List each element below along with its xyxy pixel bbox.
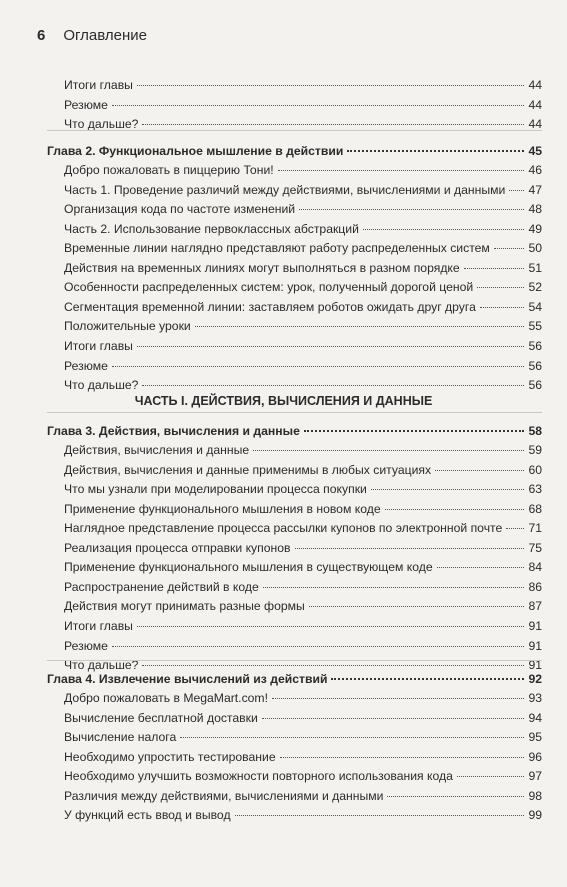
toc-entry — [64, 359, 542, 373]
dot-leader — [112, 646, 524, 647]
toc-entry — [64, 599, 542, 613]
toc-entry-title: Добро пожаловать в пиццерию Тони! — [64, 163, 274, 177]
toc-entry — [64, 482, 542, 496]
toc-entry-title: Необходимо упростить тестирование — [64, 749, 276, 764]
toc-entry-title: Резюме — [64, 97, 108, 112]
toc-entry-page: 95 — [528, 730, 542, 745]
toc-entry — [64, 339, 542, 353]
chapter-entry-page: 45 — [528, 144, 542, 158]
dot-leader — [112, 366, 524, 367]
toc-entry-page: 86 — [528, 579, 542, 594]
toc-entry — [64, 280, 542, 294]
dot-leader — [137, 626, 524, 627]
dot-leader — [457, 776, 524, 777]
toc-entry-title: Применение функционального мышления в существующем коде — [64, 560, 433, 575]
dot-leader — [253, 450, 524, 451]
toc-entry-page: 94 — [528, 710, 542, 725]
section-divider — [47, 660, 542, 661]
toc-entry-page: 44 — [528, 78, 542, 92]
toc-entry — [64, 580, 542, 594]
toc-entry-page: 60 — [528, 462, 542, 477]
toc-entry-page: 68 — [528, 501, 542, 516]
dot-leader — [437, 567, 524, 568]
toc-entry-title: Итоги главы — [64, 338, 133, 353]
toc-entry — [64, 789, 542, 803]
dot-leader — [480, 307, 524, 308]
toc-entry-page: 44 — [528, 117, 542, 132]
toc-entry-title: Организация кода по частоте изменений — [64, 202, 296, 217]
toc-entry-page: 46 — [528, 163, 542, 177]
toc-entry — [64, 711, 542, 725]
toc-entry-page: 96 — [528, 749, 542, 764]
dot-leader — [262, 718, 524, 719]
toc-entry-page: 47 — [528, 182, 542, 197]
toc-entry — [64, 560, 542, 574]
toc-entry-title: Часть 1. Проведение различий между действиями, вычислениями и данными — [64, 182, 506, 197]
toc-entry-page: 93 — [528, 691, 542, 705]
dot-leader — [280, 757, 524, 758]
dot-leader — [304, 430, 524, 432]
toc-entry — [64, 639, 542, 653]
toc-entry-title: Наглядное представление процесса рассылки купонов по электронной почте — [64, 521, 503, 536]
chapter-entry-page: 92 — [528, 672, 542, 686]
toc-entry-page: 48 — [528, 202, 542, 217]
toc-entry-title: Временные линии наглядно представляют работу распределенных систем — [64, 241, 490, 256]
dot-leader — [142, 665, 524, 666]
dot-leader — [309, 606, 524, 607]
dot-leader — [142, 124, 524, 125]
page-header — [37, 27, 147, 44]
toc-entry — [64, 691, 542, 705]
toc-entry-page: 56 — [528, 378, 542, 393]
dot-leader — [477, 287, 524, 288]
toc-entry-page: 99 — [528, 808, 542, 823]
dot-leader — [278, 170, 524, 171]
toc-entry — [64, 808, 542, 822]
toc-entry-title: Что дальше? — [64, 378, 139, 393]
toc-entry-page: 91 — [528, 638, 542, 653]
toc-entry — [64, 502, 542, 516]
toc-entry — [64, 521, 542, 535]
dot-leader — [112, 105, 524, 106]
toc-entry-title: Вычисление налога — [64, 730, 177, 745]
dot-leader — [347, 150, 524, 152]
toc-entry-title: Часть 2. Использование первоклассных абстракций — [64, 221, 359, 236]
toc-entry-page: 97 — [528, 769, 542, 784]
toc-entry-page: 87 — [528, 599, 542, 614]
toc-entry-page: 98 — [528, 788, 542, 803]
toc-entry — [64, 463, 542, 477]
section-divider — [47, 130, 542, 131]
toc-entry-page: 44 — [528, 97, 542, 112]
toc-entry-page: 84 — [528, 560, 542, 575]
toc-entry-page: 56 — [528, 338, 542, 353]
chapter-entry — [47, 144, 542, 158]
toc-entry — [64, 319, 542, 333]
toc-entry — [64, 300, 542, 314]
dot-leader — [299, 209, 524, 210]
toc-entry-title: Необходимо улучшить возможности повторного использования кода — [64, 769, 453, 784]
dot-leader — [263, 587, 524, 588]
toc-entry-title: Применение функционального мышления в новом коде — [64, 501, 381, 516]
toc-entry-page: 75 — [528, 540, 542, 555]
dot-leader — [195, 326, 524, 327]
toc-entry-title: Итоги главы — [64, 618, 133, 633]
chapter-entry-title: Глава 4. Извлечение вычислений из действий — [47, 672, 328, 686]
dot-leader — [506, 528, 524, 529]
toc-entry-page: 56 — [528, 358, 542, 373]
toc-entry-page: 51 — [528, 260, 542, 275]
toc-entry-title: Действия могут принимать разные формы — [64, 599, 305, 614]
dot-leader — [363, 229, 524, 230]
toc-entry — [64, 541, 542, 555]
dot-leader — [142, 385, 524, 386]
toc-entry — [64, 730, 542, 744]
dot-leader — [464, 268, 524, 269]
toc-entry-title: Распространение действий в коде — [64, 579, 259, 594]
toc-entry-title: Особенности распределенных систем: урок, полученный дорогой ценой — [64, 280, 474, 295]
toc-entry — [64, 378, 542, 392]
toc-entry-title: Положительные уроки — [64, 319, 191, 334]
toc-entry — [64, 619, 542, 633]
toc-entry-page: 71 — [528, 521, 542, 536]
toc-entry-title: Вычисление бесплатной доставки — [64, 710, 258, 725]
toc-entry — [64, 241, 542, 255]
dot-leader — [295, 548, 524, 549]
dot-leader — [331, 678, 524, 680]
chapter-entry — [47, 672, 542, 686]
dot-leader — [137, 85, 524, 86]
toc-entry-page: 52 — [528, 280, 542, 295]
toc-entry — [64, 443, 542, 457]
toc-entry — [64, 750, 542, 764]
toc-entry — [64, 78, 542, 92]
dot-leader — [180, 737, 524, 738]
toc-entry-page: 50 — [528, 241, 542, 256]
running-title: Оглавление — [63, 27, 147, 44]
toc-entry-title: Что дальше? — [64, 117, 139, 132]
dot-leader — [235, 815, 524, 816]
section-divider — [47, 412, 542, 413]
dot-leader — [371, 489, 524, 490]
toc-entry-title: Действия, вычисления и данные применимы в любых ситуациях — [64, 462, 432, 477]
toc-entry-page: 63 — [528, 482, 542, 497]
toc-entry-page: 91 — [528, 618, 542, 633]
toc-entry-title: Резюме — [64, 358, 108, 373]
toc-entry — [64, 769, 542, 783]
toc-entry-title: Действия на временных линиях могут выполняться в разном порядке — [64, 260, 460, 275]
toc-entry-title: Что мы узнали при моделировании процесса покупки — [64, 482, 367, 497]
toc-entry — [64, 202, 542, 216]
toc-entry-page: 54 — [528, 299, 542, 314]
toc-entry-title: Что дальше? — [64, 658, 139, 673]
dot-leader — [272, 698, 524, 699]
dot-leader — [435, 470, 524, 471]
toc-entry — [64, 183, 542, 197]
toc-entry-title: Добро пожаловать в MegaMart.com! — [64, 691, 268, 705]
toc-entry-title: Резюме — [64, 638, 108, 653]
toc-entry-title: Реализация процесса отправки купонов — [64, 540, 291, 555]
toc-entry-title: Различия между действиями, вычислениями и данными — [64, 788, 384, 803]
toc-entry — [64, 117, 542, 131]
chapter-entry-title: Глава 3. Действия, вычисления и данные — [47, 424, 300, 438]
toc-entry — [64, 261, 542, 275]
toc-entry — [64, 98, 542, 112]
dot-leader — [387, 796, 524, 797]
dot-leader — [494, 248, 524, 249]
chapter-entry-page: 58 — [528, 424, 542, 438]
dot-leader — [385, 509, 524, 510]
toc-entry-page: 49 — [528, 221, 542, 236]
toc-entry-title: Действия, вычисления и данные — [64, 443, 250, 457]
chapter-entry-title: Глава 2. Функциональное мышление в действии — [47, 144, 344, 158]
chapter-entry — [47, 424, 542, 438]
toc-entry-title: У функций есть ввод и вывод — [64, 808, 231, 823]
toc-entry-page: 59 — [528, 443, 542, 457]
toc-entry — [64, 163, 542, 177]
part-heading: ЧАСТЬ I. ДЕЙСТВИЯ, ВЫЧИСЛЕНИЯ И ДАННЫЕ — [134, 394, 433, 408]
toc-entry — [64, 222, 542, 236]
toc-entry-title: Итоги главы — [64, 78, 133, 92]
toc-entry-page: 55 — [528, 319, 542, 334]
page-number: 6 — [37, 27, 46, 44]
dot-leader — [137, 346, 524, 347]
dot-leader — [509, 190, 524, 191]
toc-entry-title: Сегментация временной линии: заставляем роботов ожидать друг друга — [64, 299, 476, 314]
toc-entry-page: 91 — [528, 658, 542, 673]
